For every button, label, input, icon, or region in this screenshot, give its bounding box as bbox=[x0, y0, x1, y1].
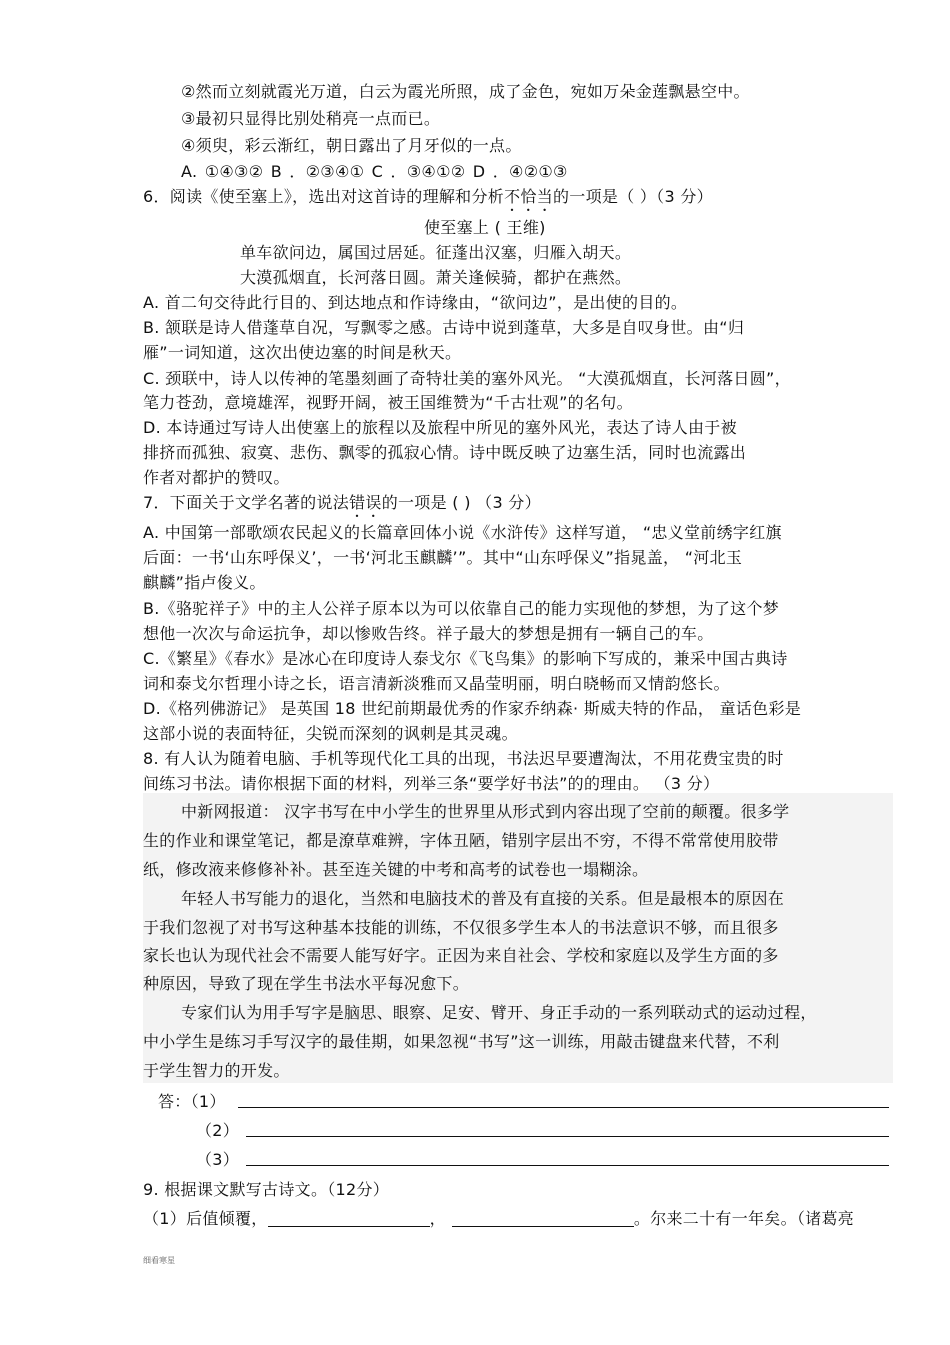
q6-option-d: D. 本诗通过写诗人出使塞上的旅程以及旅程中所见的塞外风光，表达了诗人由于被 bbox=[143, 418, 737, 437]
q6-stem bbox=[143, 187, 713, 215]
q7-option-b-cont: 想他一次次与命运抗争，却以惨败告终。祥子最大的梦想是拥有一辆自己的车。 bbox=[143, 624, 714, 643]
page-footer: 细看寒星 bbox=[143, 1256, 175, 1265]
q6-option-a: A. 首二句交待此行目的、到达地点和作诗缘由，“欲问边”，是出使的目的。 bbox=[143, 293, 688, 312]
q9-stem: 9. 根据课文默写古诗文。（12分） bbox=[143, 1180, 390, 1199]
q8-material-line: 纸，修改液来修修补补。甚至连关键的中考和高考的试卷也一塌糊涂。 bbox=[143, 860, 649, 879]
q8-answer-blank-2[interactable] bbox=[246, 1136, 889, 1137]
q7-stem-emphasis: 错误 bbox=[349, 493, 382, 512]
q8-material-line: 于我们忽视了对书写这种基本技能的训练，不仅很多学生本人的书法意识不够，而且很多 bbox=[143, 918, 779, 937]
q7-option-a-cont: 后面：一书‘山东呼保义’，一书‘河北玉麒麟’”。其中“山东呼保义”指晁盖， “河北玉 bbox=[143, 548, 743, 567]
q9-item-1-pre: （1）后值倾覆， bbox=[143, 1209, 268, 1228]
q5-choices: A. ①④③② B ．②③④① C ．③④①② D ．④②①③ bbox=[181, 162, 568, 181]
q6-stem-post: 的一项是（ ）（3 分） bbox=[553, 187, 713, 206]
q8-material-line: 生的作业和课堂笔记，都是潦草难辨，字体丑陋，错别字层出不穷，不得不常常使用胶带 bbox=[143, 831, 779, 850]
q7-option-a: A. 中国第一部歌颂农民起义的长篇章回体小说《水浒传》这样写道， “忠义堂前绣字红旗 bbox=[143, 523, 782, 542]
q9-item-1-blank-b[interactable] bbox=[452, 1210, 634, 1227]
q7-option-d: D.《格列佛游记》 是英国 18 世纪前期最优秀的作家乔纳森· 斯威夫特的作品， 童话色彩是 bbox=[143, 699, 802, 718]
q8-material-line: 家长也认为现代社会不需要人能写好字。正因为来自社会、学校和家庭以及学生方面的多 bbox=[143, 946, 779, 965]
q6-option-d-cont-2: 作者对都护的赞叹。 bbox=[143, 468, 290, 487]
q9-item-1-sep: ， bbox=[429, 1209, 446, 1228]
q8-material-line: 于学生智力的开发。 bbox=[143, 1061, 290, 1080]
q5-option-3: ③最初只显得比别处稍亮一点而已。 bbox=[181, 109, 441, 128]
q7-stem bbox=[143, 493, 541, 521]
q5-option-2: ②然而立刻就霞光万道，白云为霞光所照，成了金色，宛如万朵金莲飘悬空中。 bbox=[181, 82, 750, 101]
q6-stem-pre: 6．阅读《使至塞上》，选出对这首诗的理解和分析 bbox=[143, 187, 505, 206]
q8-material-line: 专家们认为用手写字是脑思、眼察、足安、臂开、身正手动的一系列联动式的运动过程， bbox=[181, 1003, 817, 1022]
q6-option-b: B. 颔联是诗人借蓬草自况，写飘零之感。古诗中说到蓬草，大多是自叹身世。由“归 bbox=[143, 318, 745, 337]
q6-poem-line-2: 大漠孤烟直，长河落日圆。萧关逢候骑，都护在燕然。 bbox=[240, 268, 632, 287]
q8-material-line: 年轻人书写能力的退化，当然和电脑技术的普及有直接的关系。但是最根本的原因在 bbox=[181, 889, 785, 908]
q8-answer-blank-1[interactable] bbox=[238, 1107, 889, 1108]
q9-item-1 bbox=[143, 1209, 854, 1229]
q7-stem-pre: 7．下面关于文学名著的说法 bbox=[143, 493, 350, 512]
q6-option-c-cont: 笔力苍劲，意境雄浑，视野开阔，被王国维赞为“千古壮观”的名句。 bbox=[143, 393, 633, 412]
q9-item-1-post: 。尔来二十有一年矣。（诸葛亮 bbox=[633, 1209, 855, 1228]
q8-answer-label-2: （2） bbox=[196, 1121, 240, 1140]
q8-stem-cont: 间练习书法。请你根据下面的材料，列举三条“要学好书法”的的理由。 （3 分） bbox=[143, 774, 720, 793]
q6-poem-title: 使至塞上 ( 王维) bbox=[424, 218, 546, 237]
q6-stem-emphasis: 不恰当 bbox=[504, 187, 553, 206]
q8-material-line: 中新网报道： 汉字书写在中小学生的世界里从形式到内容出现了空前的颠覆。很多学 bbox=[181, 802, 790, 821]
q6-option-b-cont: 雁”一词知道，这次出使边塞的时间是秋天。 bbox=[143, 343, 462, 362]
q8-material-line: 种原因，导致了现在学生书法水平每况愈下。 bbox=[143, 974, 470, 993]
q8-answer-blank-3[interactable] bbox=[246, 1165, 889, 1166]
q7-option-d-cont: 这部小说的表面特征，尖锐而深刻的讽刺是其灵魂。 bbox=[143, 724, 518, 743]
q7-option-b: B.《骆驼祥子》中的主人公祥子原本以为可以依靠自己的能力实现他的梦想，为了这个梦 bbox=[143, 599, 780, 618]
q6-option-d-cont: 排挤而孤独、寂寞、悲伤、飘零的孤寂心情。诗中既反映了边塞生活，同时也流露出 bbox=[143, 443, 747, 462]
q8-answer-label-1: 答：（1） bbox=[158, 1092, 226, 1111]
q8-stem: 8. 有人认为随着电脑、手机等现代化工具的出现，书法迟早要遭淘汰，不用花费宝贵的时 bbox=[143, 749, 784, 768]
q7-option-c: C.《繁星》《春水》是冰心在印度诗人泰戈尔《飞鸟集》的影响下写成的，兼采中国古典诗 bbox=[143, 649, 788, 668]
q6-poem-line-1: 单车欲问边，属国过居延。征蓬出汉塞，归雁入胡天。 bbox=[240, 243, 632, 262]
q8-answer-label-3: （3） bbox=[196, 1150, 240, 1169]
q8-material-line: 中小学生是练习手写汉字的最佳期，如果忽视“书写”这一训练，用敲击键盘来代替，不利 bbox=[143, 1032, 780, 1051]
q7-stem-post: 的一项是 ( ) （3 分） bbox=[381, 493, 541, 512]
q7-option-c-cont: 词和泰戈尔哲理小诗之长，语言清新淡雅而又晶莹明丽，明白晓畅而又情韵悠长。 bbox=[143, 674, 730, 693]
q6-option-c: C. 颈联中，诗人以传神的笔墨刻画了奇特壮美的塞外风光。 “大漠孤烟直，长河落日圆”， bbox=[143, 369, 791, 388]
q9-item-1-blank-a[interactable] bbox=[268, 1210, 430, 1227]
q7-option-a-cont-2: 麒麟”指卢俊义。 bbox=[143, 573, 266, 592]
q5-option-4: ④须臾，彩云渐红，朝日露出了月牙似的一点。 bbox=[181, 136, 522, 155]
